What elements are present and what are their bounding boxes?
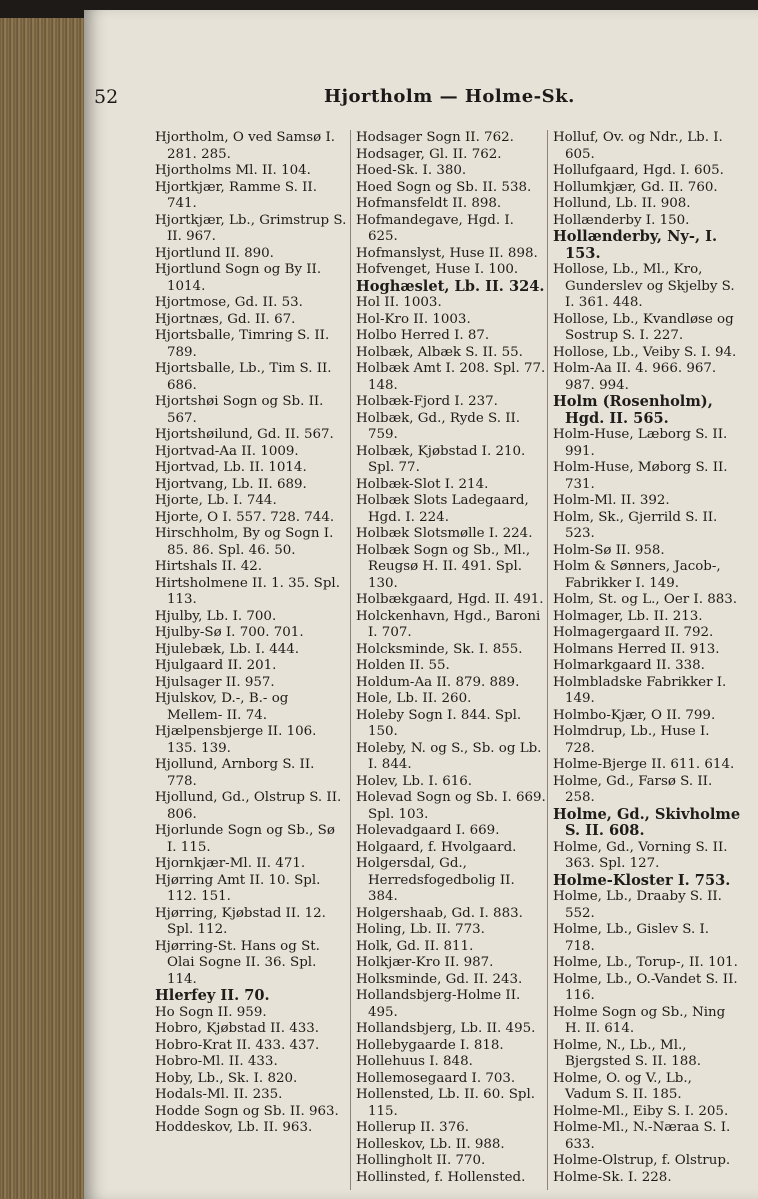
index-entry: Hjornkjær-Ml. II. 471. [155,856,306,871]
index-entry: Hole, Lb. II. 260. [356,691,472,706]
index-entry: Hjortshøilund, Gd. II. 567. [155,427,334,442]
column-divider [547,130,548,1190]
index-entry: Hjortholm, O ved Samsø I. 281. 285. [155,130,335,162]
index-entry: Hofmandegave, Hgd. I. 625. [356,212,514,244]
index-entry: Hjortholms Ml. II. 104. [155,163,311,178]
index-entry: Holgaard, f. Hvolgaard. [356,839,517,855]
index-entry: Holevad Sogn og Sb. I. 669. Spl. 103. [356,790,546,822]
index-entry: Holbækgaard, Hgd. II. 491. [356,592,544,607]
index-entry: Holbæk Slotsmølle I. 224. [356,526,533,541]
index-entry: Holbæk-Fjord I. 237. [356,394,498,409]
index-entry: Holme-Sk. I. 228. [553,1169,672,1185]
index-entry: Hjulgaard II. 201. [155,658,277,673]
index-entry: Holme-Ml., Eiby S. I. 205. [553,1103,729,1119]
index-entry: Hollund, Lb. II. 908. [553,196,691,211]
index-entry: Hollandsbjerg-Holme II. 495. [356,988,521,1020]
index-entry: Hjorlunde Sogn og Sb., Sø I. 115. [155,823,335,855]
index-entry: Holme Sogn og Sb., Ning H. II. 614. [553,1004,726,1036]
index-entry: Holbæk-Slot I. 214. [356,476,489,492]
index-entry: Holm-Huse, Møborg S. II. 731. [553,460,728,492]
index-entry: Hoghæslet, Lb. II. 324. [356,277,545,295]
book-page-edges [0,18,92,1199]
index-entry: Hjælpensbjerge II. 106. 135. 139. [155,724,317,756]
index-entry: Ho Sogn II. 959. [155,1004,267,1020]
index-entry: Hjorte, Lb. I. 744. [155,493,277,508]
index-entry: Holm-Huse, Læborg S. II. 991. [553,427,728,459]
index-entry: Hofvenget, Huse I. 100. [356,262,519,277]
index-entry: Holme, N., Lb., Ml., Bjergsted S. II. 188. [553,1037,702,1069]
index-entry: Hollænderby I. 150. [553,212,690,228]
index-entry: Holm (Rosenholm), Hgd. II. 565. [553,393,713,427]
index-entry: Hollufgaard, Hgd. I. 605. [553,163,724,178]
index-entry: Holevadgaard I. 669. [356,823,500,838]
index-entry: Hoby, Lb., Sk. I. 820. [155,1070,298,1086]
index-entry: Hjortkjær, Ramme S. II. 741. [155,179,317,211]
index-entry: Holgersdal, Gd., Herredsfogedbolig II. 384. [356,856,515,904]
index-entry: Hofmanslyst, Huse II. 898. [356,245,538,261]
index-entry: Holleskov, Lb. II. 988. [356,1136,505,1152]
index-entry: Hjollund, Gd., Olstrup S. II. 806. [155,790,342,822]
index-entry: Hjortnæs, Gd. II. 67. [155,311,296,327]
index-entry: Hoddeskov, Lb. II. 963. [155,1120,313,1135]
index-entry: Hobro-Ml. II. 433. [155,1054,278,1069]
index-entry: Hodde Sogn og Sb. II. 963. [155,1103,339,1119]
index-entry: Hoed-Sk. I. 380. [356,163,467,178]
index-entry: Hodsager, Gl. II. 762. [356,146,502,162]
index-entry: Holdum-Aa II. 879. 889. [356,674,520,690]
index-entry: Holbæk Amt I. 208. Spl. 77. 148. [356,361,546,393]
index-entry: Hjortmose, Gd. II. 53. [155,295,303,310]
index-entry: Holmarkgaard II. 338. [553,658,705,673]
index-entry: Hjulebæk, Lb. I. 444. [155,641,300,657]
index-entry: Hjortsballe, Timring S. II. 789. [155,328,330,360]
index-entry: Hjulby-Sø I. 700. 701. [155,625,304,640]
index-entry: Holmagergaard II. 792. [553,625,714,640]
index-entry: Holmager, Lb. II. 213. [553,608,703,624]
index-entry: Holk, Gd. II. 811. [356,938,474,954]
page-header [94,86,654,116]
index-entry: Holbæk Slots Ladegaard, Hgd. I. 224. [356,493,529,525]
index-entry: Holcksminde, Sk. I. 855. [356,641,523,657]
index-entry: Holme, O. og V., Lb., Vadum S. II. 185. [553,1070,692,1102]
index-entry: Holme, Lb., Draaby S. II. 552. [553,889,722,921]
index-entry: Hirtshals II. 42. [155,559,263,574]
index-entry: Holksminde, Gd. II. 243. [356,971,523,987]
index-entry: Holgershaab, Gd. I. 883. [356,905,523,921]
index-column-2 [356,130,546,1186]
index-entry: Holbæk, Albæk S. II. 55. [356,344,523,360]
index-entry: Holkjær-Kro II. 987. [356,955,494,970]
index-entry: Hjorte, O I. 557. 728. 744. [155,509,335,525]
index-entry: Hollerup II. 376. [356,1120,469,1135]
index-entry: Hjulsager II. 957. [155,674,275,690]
index-entry: Hollænderby, Ny-, I. 153. [553,228,718,262]
index-entry: Holluf, Ov. og Ndr., Lb. I. 605. [553,130,723,162]
index-entry: Holme, Gd., Vorning S. II. 363. Spl. 127. [553,839,728,871]
index-entry: Hlerfey II. 70. [155,987,270,1004]
index-entry: Holbæk, Gd., Ryde S. II. 759. [356,410,521,442]
column-divider [350,130,351,1190]
index-entry: Hollinsted, f. Hollensted. [356,1169,526,1185]
index-entry: Hjortvang, Lb. II. 689. [155,476,307,492]
page-number: 52 [94,86,119,108]
running-head: Hjortholm — Holme-Sk. [324,86,575,107]
index-entry: Hjortsballe, Lb., Tim S. II. 686. [155,361,332,393]
index-entry: Hol II. 1003. [356,295,442,310]
index-entry: Hollandsbjerg, Lb. II. 495. [356,1021,536,1036]
index-entry: Holm, Sk., Gjerrild S. II. 523. [553,509,718,541]
index-entry: Hjortshøi Sogn og Sb. II. 567. [155,394,324,426]
index-entry: Hobro-Krat II. 433. 437. [155,1037,320,1053]
index-entry: Hoed Sogn og Sb. II. 538. [356,179,532,195]
index-entry: Hirschholm, By og Sogn I. 85. 86. Spl. 46. 50. [155,526,334,558]
index-entry: Hollose, Lb., Veiby S. I. 94. [553,344,737,360]
index-entry: Holeby Sogn I. 844. Spl. 150. [356,707,522,739]
index-entry: Hollumkjær, Gd. II. 760. [553,179,718,195]
index-entry: Holme, Lb., Gislev S. I. 718. [553,922,710,954]
index-entry: Hobro, Kjøbstad II. 433. [155,1021,320,1036]
index-entry: Hjortlund II. 890. [155,245,274,261]
index-entry: Holme, Gd., Farsø S. II. 258. [553,773,713,805]
index-entry: Hjulskov, D.-, B.- og Mellem- II. 74. [155,691,289,723]
index-entry: Holmdrup, Lb., Huse I. 728. [553,724,710,756]
index-entry: Hollensted, Lb. II. 60. Spl. 115. [356,1087,536,1119]
index-entry: Holme-Kloster I. 753. [553,871,731,889]
index-entry: Hodals-Ml. II. 235. [155,1087,283,1102]
index-column-3 [553,130,741,1186]
index-entry: Holm-Sø II. 958. [553,542,665,558]
index-entry: Hjortlund Sogn og By II. 1014. [155,262,322,294]
index-entry: Holev, Lb. I. 616. [356,773,473,789]
index-entry: Hjortvad-Aa II. 1009. [155,443,299,459]
index-entry: Hjortkjær, Lb., Grimstrup S. II. 967. [155,212,347,244]
index-entry: Hollebygaarde I. 818. [356,1037,504,1053]
index-entry: Hjollund, Arnborg S. II. 778. [155,757,315,789]
index-entry: Holbæk Sogn og Sb., Ml., Reugsø H. II. 491. Spl. 130. [356,542,531,591]
index-entry: Hollehuus I. 848. [356,1054,473,1069]
index-entry: Hjortvad, Lb. II. 1014. [155,460,307,475]
index-entry: Holckenhavn, Hgd., Baroni I. 707. [356,608,541,640]
index-entry: Holmbo-Kjær, O II. 799. [553,707,716,723]
index-entry: Holme-Bjerge II. 611. 614. [553,757,735,772]
index-entry: Holeby, N. og S., Sb. og Lb. I. 844. [356,740,542,772]
index-entry: Hofmansfeldt II. 898. [356,196,502,211]
index-entry: Hollemosegaard I. 703. [356,1070,516,1086]
index-entry: Holme-Ml., N.-Næraa S. I. 633. [553,1120,731,1152]
index-entry: Hodsager Sogn II. 762. [356,130,514,145]
index-entry: Holm & Sønners, Jacob-, Fabrikker I. 149. [553,559,721,591]
index-entry: Holmans Herred II. 913. [553,641,720,657]
index-entry: Hjørring Amt II. 10. Spl. 112. 151. [155,872,321,904]
index-entry: Holbæk, Kjøbstad I. 210. Spl. 77. [356,443,526,475]
index-entry: Hjulby, Lb. I. 700. [155,608,277,624]
index-entry: Hjørring, Kjøbstad II. 12. Spl. 112. [155,905,326,937]
index-entry: Holm, St. og L., Oer I. 883. [553,592,738,607]
index-entry: Holbo Herred I. 87. [356,328,490,343]
index-entry: Holme, Lb., Torup-, II. 101. [553,955,738,970]
index-entry: Holme-Olstrup, f. Olstrup. [553,1153,731,1168]
index-entry: Hollose, Lb., Kvandløse og Sostrup S. I. 227. [553,311,734,343]
index-entry: Holden II. 55. [356,658,450,673]
index-entry: Hollose, Lb., Ml., Kro, Gunderslev og Skjelby S. I. 361. 448. [553,262,735,310]
index-entry: Holme, Gd., Skivholme S. II. 608. [553,805,741,839]
index-entry: Holmbladske Fabrikker I. 149. [553,674,727,706]
index-entry: Holm-Ml. II. 392. [553,493,670,508]
index-entry: Hollingholt II. 770. [356,1153,486,1168]
index-entry: Hol-Kro II. 1003. [356,311,471,327]
index-entry: Holme, Lb., O.-Vandet S. II. 116. [553,971,738,1003]
index-entry: Hjørring-St. Hans og St. Olai Sogne II. 36. Spl. 114. [155,938,320,987]
index-entry: Holm-Aa II. 4. 966. 967. 987. 994. [553,361,717,393]
index-column-1 [155,130,347,1137]
index-entry: Hirtsholmene II. 1. 35. Spl. 113. [155,575,340,607]
index-entry: Holing, Lb. II. 773. [356,922,485,937]
